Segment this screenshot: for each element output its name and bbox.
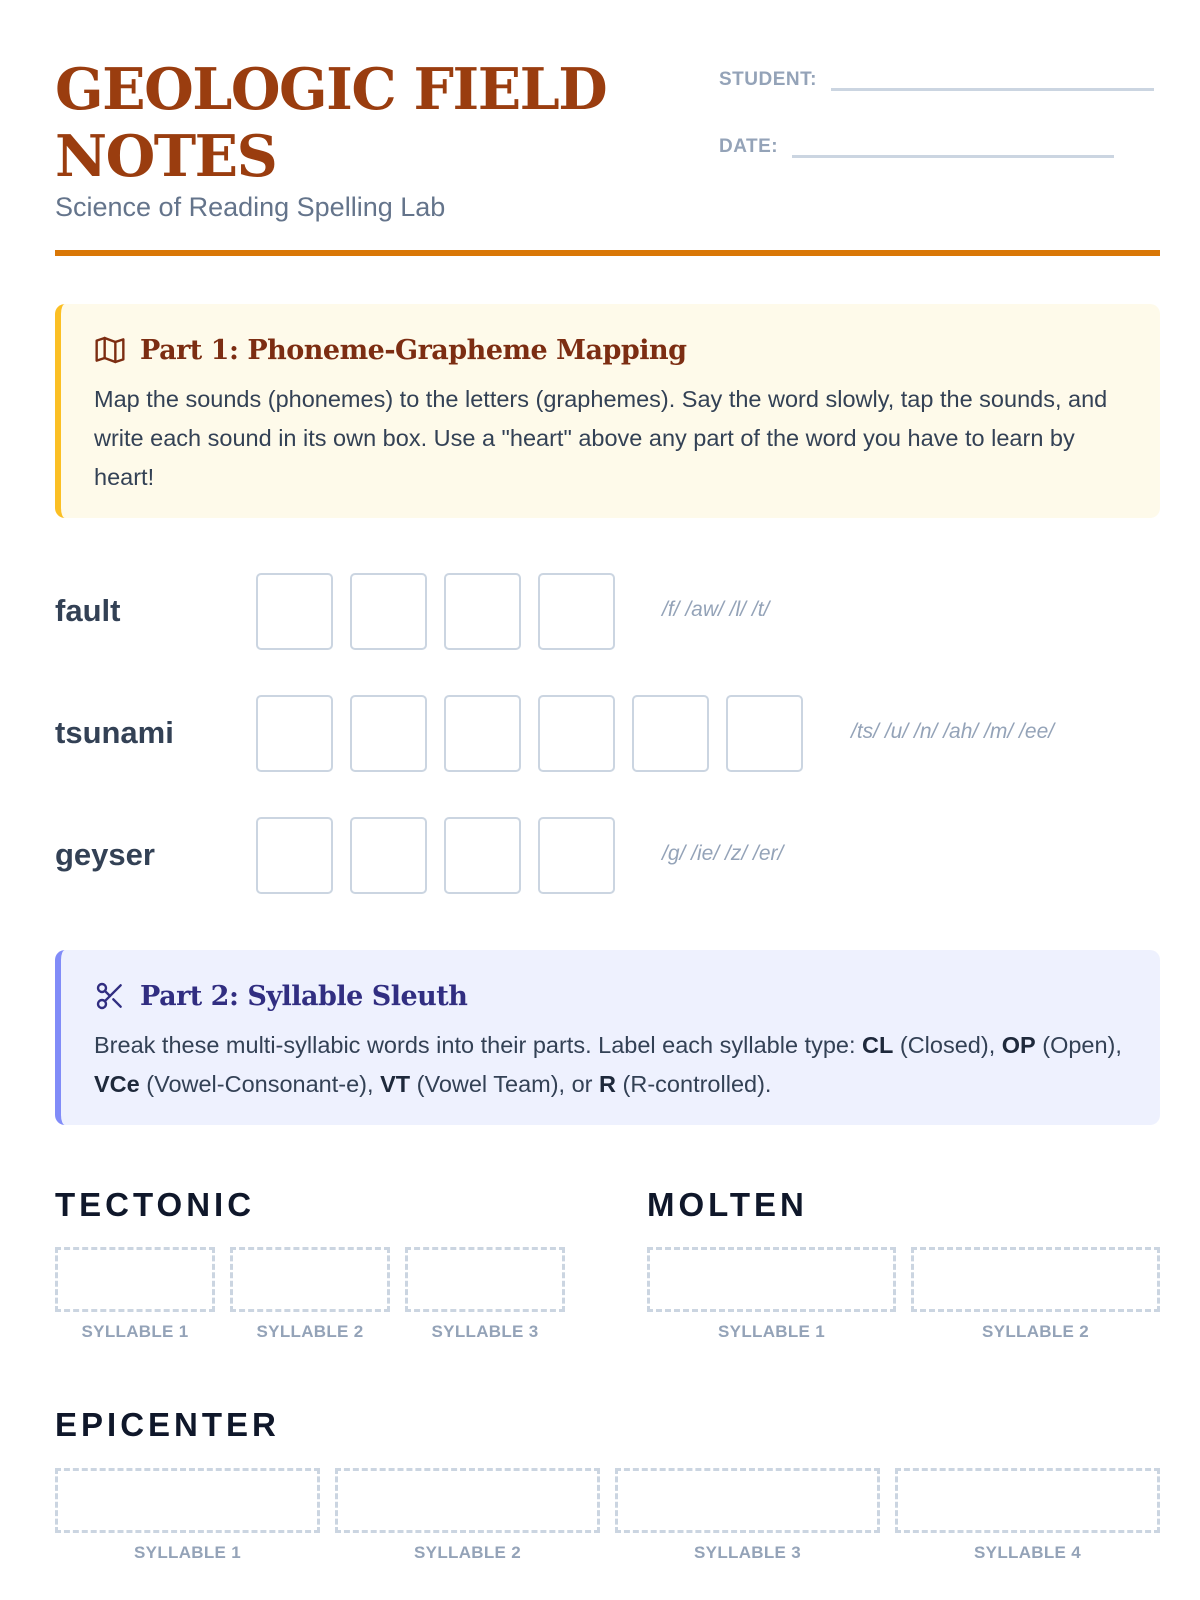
sound-box[interactable]: [444, 573, 521, 650]
syllable-word-epicenter: EPICENTER: [55, 1406, 280, 1443]
part1-instructions-panel: [55, 304, 1160, 518]
syllable-box[interactable]: [895, 1468, 1160, 1533]
syllable-word-tectonic: TECTONIC: [55, 1186, 256, 1223]
sound-box[interactable]: [444, 695, 521, 772]
syllable-box[interactable]: [230, 1247, 390, 1312]
phoneme-hint: /g/ /ie/ /z/ /er/: [662, 842, 784, 865]
syllable-label: SYLLABLE 3: [694, 1543, 801, 1562]
syllable-label: SYLLABLE 4: [974, 1543, 1081, 1562]
date-field: [719, 135, 1114, 158]
syllable-label: SYLLABLE 2: [414, 1543, 521, 1562]
syllable-type-vce: VCe: [94, 1071, 140, 1097]
syllable-cell: [405, 1247, 565, 1342]
worksheet-title: GEOLOGIC FIELD NOTES: [55, 56, 607, 190]
syllable-label: SYLLABLE 1: [718, 1322, 825, 1341]
phoneme-row-geyser: [55, 817, 1160, 897]
sound-boxes: [256, 817, 632, 894]
syllable-group-molten: [647, 1247, 1160, 1342]
syllable-type-vt: VT: [380, 1071, 411, 1097]
sound-box[interactable]: [538, 695, 615, 772]
syllable-group-tectonic: [55, 1247, 565, 1342]
map-icon: [94, 334, 126, 366]
sound-box[interactable]: [256, 695, 333, 772]
part2-instructions-panel: [55, 950, 1160, 1125]
student-field: [719, 68, 1154, 91]
syllable-group-epicenter: [55, 1468, 1160, 1563]
scissors-icon: [94, 980, 126, 1012]
syllable-cell: [647, 1247, 896, 1342]
sound-boxes: [256, 573, 632, 650]
part2-title: Part 2: Syllable Sleuth: [140, 980, 468, 1012]
syllable-label: SYLLABLE 1: [134, 1543, 241, 1562]
syllable-type-op: OP: [1001, 1032, 1036, 1058]
syllable-label: SYLLABLE 2: [982, 1322, 1089, 1341]
sound-box[interactable]: [350, 817, 427, 894]
sound-boxes: [256, 695, 820, 772]
part2-instructions: Break these multi-syllabic words into their parts. Label each syllable type: CL (Closed), OP (Open), VCe (Vowel-Consonant-e), VT (Vowel Team), or R (R-controlled).: [94, 1032, 1122, 1097]
syllable-cell: [55, 1468, 320, 1563]
phoneme-word: tsunami: [55, 715, 174, 750]
sound-box[interactable]: [350, 695, 427, 772]
sound-box[interactable]: [350, 573, 427, 650]
syllable-cell: [55, 1247, 215, 1342]
syllable-box[interactable]: [335, 1468, 600, 1533]
syllable-box[interactable]: [55, 1468, 320, 1533]
worksheet-page: [55, 0, 1160, 1600]
syllable-cell: [895, 1468, 1160, 1563]
phoneme-row-fault: [55, 573, 1160, 653]
phoneme-hint: /f/ /aw/ /l/ /t/: [662, 598, 770, 621]
worksheet-header: [55, 56, 1160, 262]
syllable-cell: [615, 1468, 880, 1563]
syllable-box[interactable]: [615, 1468, 880, 1533]
syllable-box[interactable]: [405, 1247, 565, 1312]
student-name-line[interactable]: [831, 68, 1154, 91]
phoneme-word: geyser: [55, 837, 155, 872]
syllable-word-molten: MOLTEN: [647, 1186, 808, 1223]
syllable-label: SYLLABLE 2: [256, 1322, 364, 1341]
header-divider: [55, 250, 1160, 256]
sound-box[interactable]: [256, 817, 333, 894]
sound-box[interactable]: [632, 695, 709, 772]
syllable-box[interactable]: [911, 1247, 1160, 1312]
syllable-cell: [335, 1468, 600, 1563]
worksheet-subtitle: Science of Reading Spelling Lab: [55, 192, 446, 222]
syllable-label: SYLLABLE 1: [81, 1322, 189, 1341]
sound-box[interactable]: [726, 695, 803, 772]
phoneme-row-tsunami: [55, 695, 1160, 775]
sound-box[interactable]: [538, 817, 615, 894]
sound-box[interactable]: [538, 573, 615, 650]
syllable-label: SYLLABLE 3: [431, 1322, 539, 1341]
syllable-type-r: R: [599, 1071, 617, 1097]
sound-box[interactable]: [444, 817, 521, 894]
syllable-box[interactable]: [647, 1247, 896, 1312]
syllable-cell: [230, 1247, 390, 1342]
date-line[interactable]: [792, 135, 1114, 158]
syllable-type-cl: CL: [862, 1032, 894, 1058]
phoneme-hint: /ts/ /u/ /n/ /ah/ /m/ /ee/: [851, 720, 1055, 743]
part1-title: Part 1: Phoneme-Grapheme Mapping: [140, 334, 687, 366]
syllable-box[interactable]: [55, 1247, 215, 1312]
phoneme-word: fault: [55, 593, 121, 628]
part1-instructions: Map the sounds (phonemes) to the letters (graphemes). Say the word slowly, tap the sounds, and write each sound in its own box. Use a "heart" above any part of the word you have to learn by heart!: [94, 386, 1108, 490]
date-label: DATE:: [719, 136, 779, 157]
student-label: STUDENT:: [719, 69, 817, 90]
sound-box[interactable]: [256, 573, 333, 650]
syllable-cell: [911, 1247, 1160, 1342]
